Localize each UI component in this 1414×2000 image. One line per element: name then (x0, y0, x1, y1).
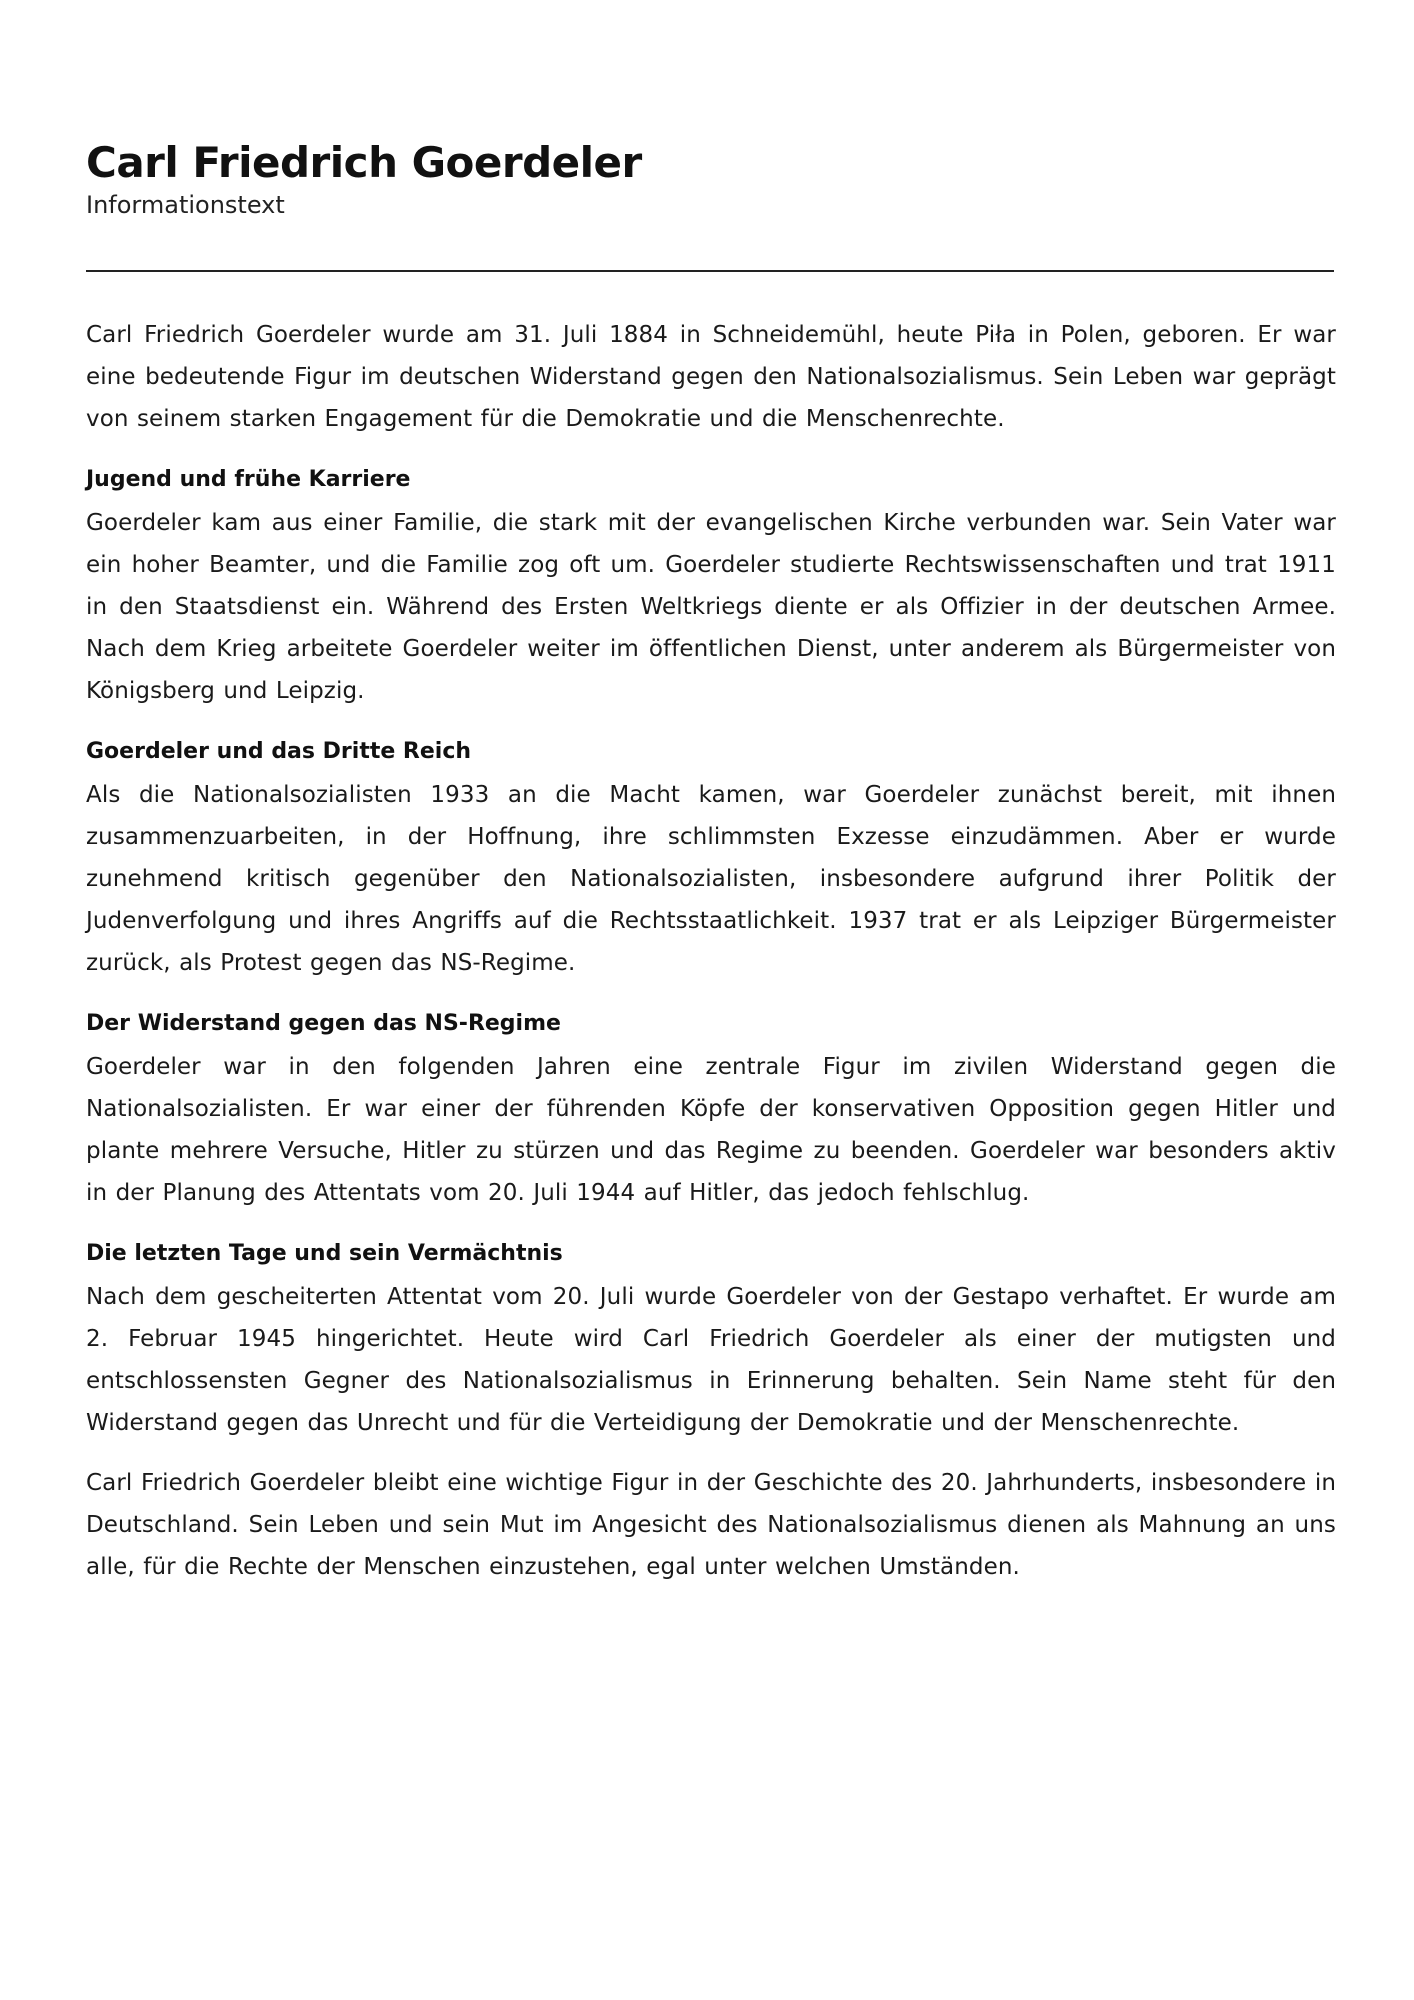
section-paragraph: Goerdeler war in den folgenden Jahren eine zentrale Figur im zivilen Widerstand gegen die Nationalsozialisten. Er war einer der führenden Köpfe der konservativen Opposition gegen Hitler und plante mehrere Versuche, Hitler zu stürzen und das Regime zu beenden. Goerdeler war besonders aktiv in der Planung des Attentats vom 20. Juli 1944 auf Hitler, das jedoch fehlschlug. (86, 1054, 1336, 1206)
section-paragraph: Nach dem gescheiterten Attentat vom 20. Juli wurde Goerdeler von der Gestapo verhaftet. Er wurde am 2. Februar 1945 hingerichtet. Heute wird Carl Friedrich Goerdeler als einer der mutigsten und entschlossensten Gegner des Nationalsozialismus in Erinnerung behalten. Sein Name steht für den Widerstand gegen das Unrecht und für die Verteidigung der Demokratie und der Menschenrechte. (86, 1284, 1336, 1436)
section-heading: Goerdeler und das Dritte Reich (86, 739, 472, 764)
section-vermaechtnis (86, 1232, 1336, 1444)
section-heading: Der Widerstand gegen das NS-Regime (86, 1011, 561, 1036)
section-jugend (86, 458, 1336, 712)
section-drittes-reich (86, 730, 1336, 984)
document-title: Carl Friedrich Goerdeler (86, 138, 642, 187)
section-heading: Die letzten Tage und sein Vermächtnis (86, 1241, 563, 1266)
closing-paragraph: Carl Friedrich Goerdeler bleibt eine wichtige Figur in der Geschichte des 20. Jahrhunderts, insbesondere in Deutschland. Sein Leben und sein Mut im Angesicht des Nationalsozialismus dienen als Mahnung an uns alle, für die Rechte der Menschen einzustehen, egal unter welchen Umständen. (86, 1470, 1336, 1580)
section-widerstand (86, 1002, 1336, 1214)
section-heading: Jugend und frühe Karriere (86, 467, 411, 492)
document-subtitle: Informationstext (86, 191, 285, 219)
section-paragraph: Goerdeler kam aus einer Familie, die stark mit der evangelischen Kirche verbunden war. Sein Vater war ein hoher Beamter, und die Familie zog oft um. Goerdeler studierte Rechtswissenschaften und trat 1911 in den Staatsdienst ein. Während des Ersten Weltkriegs diente er als Offizier in der deutschen Armee. Nach dem Krieg arbeitete Goerdeler weiter im öffentlichen Dienst, unter anderem als Bürgermeister von Königsberg und Leipzig. (86, 510, 1336, 704)
document-body (86, 314, 1336, 1606)
intro-paragraph: Carl Friedrich Goerdeler wurde am 31. Juli 1884 in Schneidemühl, heute Piła in Polen, geboren. Er war eine bedeutende Figur im deutschen Widerstand gegen den Nationalsozialismus. Sein Leben war geprägt von seinem starken Engagement für die Demokratie und die Menschenrechte. (86, 322, 1336, 432)
title-divider (86, 270, 1334, 272)
section-paragraph: Als die Nationalsozialisten 1933 an die Macht kamen, war Goerdeler zunächst bereit, mit ihnen zusammenzuarbeiten, in der Hoffnung, ihre schlimmsten Exzesse einzudämmen. Aber er wurde zunehmend kritisch gegenüber den Nationalsozialisten, insbesondere aufgrund ihrer Politik der Judenverfolgung und ihres Angriffs auf die Rechtsstaatlichkeit. 1937 trat er als Leipziger Bürgermeister zurück, als Protest gegen das NS-Regime. (86, 782, 1336, 976)
